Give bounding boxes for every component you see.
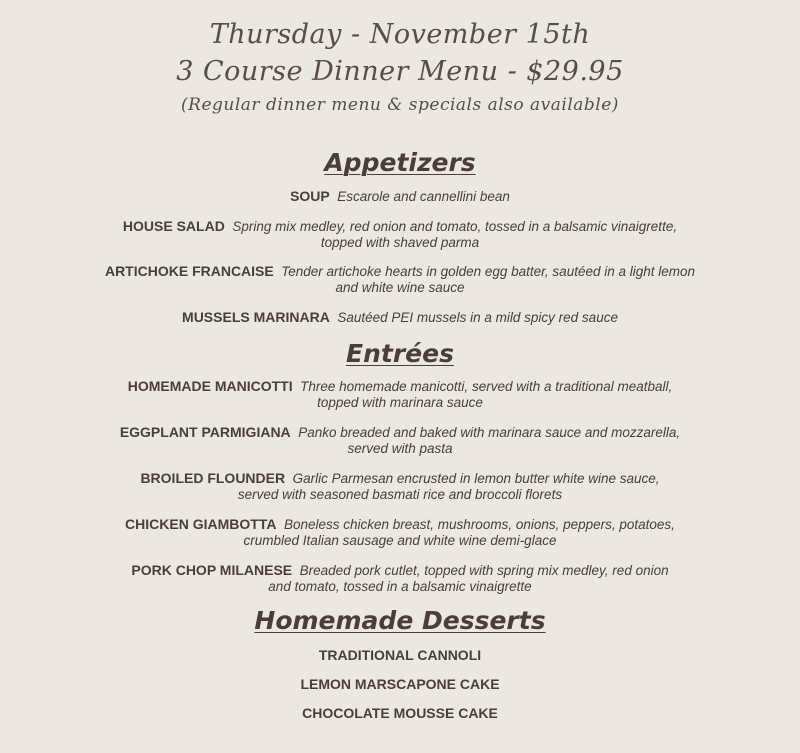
item-description: Breaded pork cutlet, topped with spring mix medley, red onion [299, 563, 669, 578]
entree-item-pork-chop [60, 562, 740, 595]
item-name: HOUSE SALAD [122, 218, 225, 234]
item-description-cont: topped with marinara sauce [317, 395, 483, 410]
entree-item-chicken-giambotta [60, 516, 740, 549]
appetizer-item-house-salad [60, 218, 740, 251]
appetizers-title: Appetizers [324, 148, 476, 177]
item-name: BROILED FLOUNDER [140, 470, 286, 486]
menu-date: Thursday - November 15th [209, 19, 591, 50]
item-description-cont: crumbled Italian sausage and white wine demi-glace [243, 533, 557, 548]
dessert-item-cannoli: TRADITIONAL CANNOLI [318, 647, 482, 663]
item-name: SOUP [290, 188, 330, 204]
menu-header [0, 16, 800, 118]
item-description: Garlic Parmesan encrusted in lemon butter white wine sauce, [292, 471, 660, 486]
dessert-item-lemon-cake: LEMON MARSCAPONE CAKE [300, 676, 500, 692]
item-description-cont: topped with shaved parma [320, 235, 480, 250]
item-name: HOMEMADE MANICOTTI [127, 378, 293, 394]
item-description: Panko breaded and baked with marinara sauce and mozzarella, [298, 425, 681, 440]
item-name: ARTICHOKE FRANCAISE [104, 263, 274, 279]
item-description-cont: and white wine sauce [335, 280, 465, 295]
entree-item-eggplant [60, 424, 740, 457]
item-description: Boneless chicken breast, mushrooms, onions, peppers, potatoes, [283, 517, 675, 532]
menu-price-title: 3 Course Dinner Menu - $29.95 [176, 56, 624, 87]
entrees-title: Entrées [346, 339, 454, 368]
dessert-item-chocolate-cake: CHOCOLATE MOUSSE CAKE [302, 705, 498, 721]
item-description: Escarole and cannellini bean [337, 189, 510, 204]
entree-item-manicotti [60, 378, 740, 411]
item-name: PORK CHOP MILANESE [131, 562, 293, 578]
item-description: Three homemade manicotti, served with a traditional meatball, [300, 379, 673, 394]
item-description-cont: served with pasta [347, 441, 453, 456]
item-description-cont: and tomato, tossed in a balsamic vinaigrette [268, 579, 532, 594]
item-description: Tender artichoke hearts in golden egg batter, sautéed in a light lemon [281, 264, 696, 279]
item-name: CHICKEN GIAMBOTTA [125, 516, 277, 532]
appetizer-item-artichoke [60, 263, 740, 296]
item-description: Spring mix medley, red onion and tomato, tossed in a balsamic vinaigrette, [232, 219, 678, 234]
menu-note: (Regular dinner menu & specials also available) [181, 95, 619, 115]
appetizer-item-soup [60, 188, 740, 205]
desserts-title: Homemade Desserts [254, 606, 546, 635]
appetizer-item-mussels [60, 309, 740, 326]
item-description-cont: served with seasoned basmati rice and broccoli florets [237, 487, 563, 502]
item-name: EGGPLANT PARMIGIANA [119, 424, 291, 440]
item-description: Sautéed PEI mussels in a mild spicy red sauce [337, 310, 618, 325]
item-name: MUSSELS MARINARA [182, 309, 330, 325]
entree-item-flounder [60, 470, 740, 503]
